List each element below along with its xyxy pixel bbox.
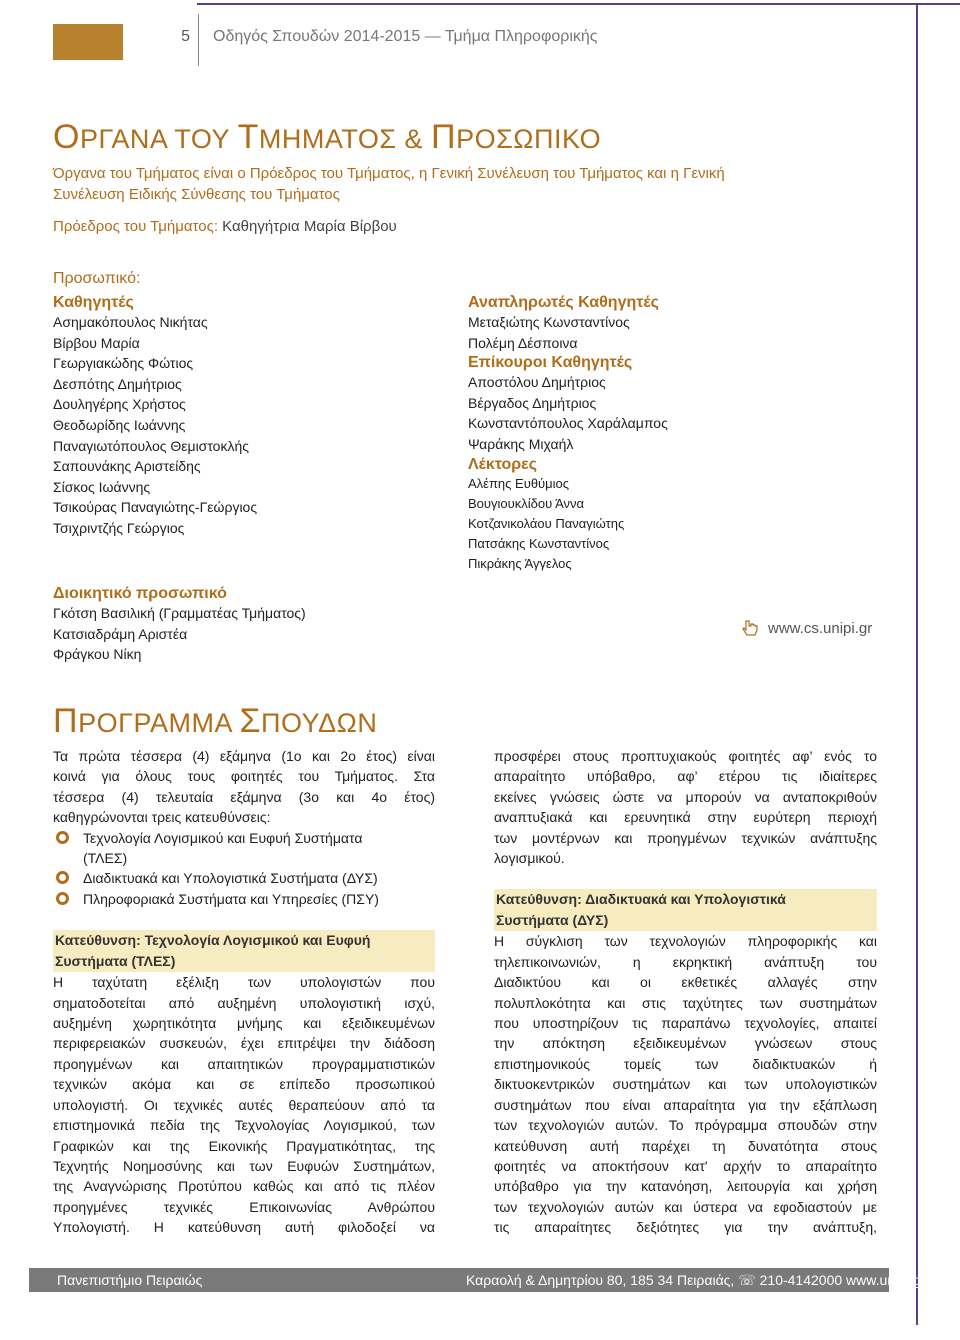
text-line: τις απαραίτητες δεξιότητες για την ανάπτυξη, [494, 1219, 877, 1236]
text-line: κατεύθυνση αυτή παρέχει τη δυνατότητα στους [494, 1137, 877, 1154]
section-title-organs: ΟΡΓΑΝΑ ΤΟΥ ΤΜΗΜΑΤΟΣ & ΠΡΟΣΩΠΙΚΟ [53, 118, 602, 156]
intro-paragraph [53, 746, 435, 807]
text-line: προηγμένες τεχνικές Επικοινωνίας Ανθρώπου [53, 1198, 435, 1215]
footer-address: Καραολή & Δημητρίου 80, 185 34 Πειραιάς, [466, 1272, 735, 1288]
text-line: συστημάτων που είναι απαραίτητα για την εξάπλωση [494, 1096, 877, 1113]
text-line: υπολογιστή. Οι τεχνικές αυτές θεραπεύουν από τα [53, 1096, 435, 1113]
organs-line-2: Συνέλευση Ειδικής Σύνθεσης του Τμήματος [53, 186, 340, 203]
text-line: επιστημονικά πεδία της Τεχνολογίας Λογισμικού, των [53, 1117, 435, 1134]
admin-staff-name: Γκότση Βασιλική (Γραμματέας Τμήματος) [53, 605, 306, 621]
phone-icon: ☏ [738, 1272, 756, 1288]
assistant-professor-name: Ψαράκης Μιχαήλ [468, 435, 574, 452]
track-item-2 [53, 868, 435, 888]
associate-professor-name: Μεταξιώτης Κωνσταντίνος [468, 314, 630, 330]
text-line: των τεχνολογιών αυτών. Το πρόγραμμα σπουδών στην [494, 1117, 877, 1134]
tles-paragraph [53, 972, 435, 1237]
tles-heading-line-2: Συστήματα (ΤΛΕΣ) [55, 953, 176, 970]
page-frame-right [916, 3, 918, 1325]
professor-name: Τσιχριντζής Γεώργιος [53, 519, 185, 536]
text-line: σηματοδοτείται από αυξημένη υπολογιστική ισχύ, [53, 994, 435, 1011]
associate-list [468, 312, 888, 353]
text-line: των μοντέρνων και προηγμένων τεχνικών ανάπτυξης [494, 829, 877, 846]
admin-title: Διοικητικό προσωπικό [53, 585, 227, 602]
text-line: Η σύγκλιση των τεχνολογιών πληροφορικής και [494, 933, 877, 950]
professor-name: Σίσκος Ιωάννης [53, 478, 151, 495]
professor-name: Ασημακόπουλος Νικήτας [53, 314, 208, 330]
president-name: Καθηγήτρια Μαρία Βίρβου [222, 218, 397, 235]
header-title: Οδηγός Σπουδών 2014-2015 — Τμήμα Πληροφορικής [213, 28, 598, 45]
text-line: αναπτυξιακά και ερευνητικά στην ευρύτερη περιοχή [494, 809, 877, 826]
text-line: που υποστηρίζουν τις παραπάνω τεχνολογίες, απαιτεί [494, 1015, 877, 1032]
text-line: πολυπλοκότητα και στις ταχύτητες των συστημάτων [494, 994, 877, 1011]
text-line: περιφερειακών συσκευών, έχει επιτρέψει την διάδοση [53, 1035, 435, 1052]
professor-name: Βίρβου Μαρία [53, 334, 140, 351]
organs-line-1: Όργανα του Τμήματος είναι ο Πρόεδρος του Τμήματος, η Γενική Συνέλευση του Τμήματος και η Γενική [53, 165, 725, 182]
text-line: αυξημένη χωρητικότητα μνήμης και εξειδικευμένων [53, 1015, 435, 1032]
footer-contact [466, 1272, 925, 1289]
admin-block [53, 585, 433, 665]
text-line: Διαδικτύου και οι εκθετικές αλλαγές στην [494, 974, 877, 991]
lecturer-name: Πατσάκης Κωνσταντίνος [468, 535, 610, 551]
admin-staff-name: Φράγκου Νίκη [53, 646, 142, 663]
text-line: των τεχνολογιών αυτών και ύστερα να εφοδιαστούν με [494, 1198, 877, 1215]
professors-title: Καθηγητές [53, 294, 134, 311]
professor-name: Γεωργιακώδης Φώτιος [53, 355, 194, 372]
organs-paragraph [53, 163, 879, 205]
text-line: επιστημονικούς τομείς των διαδικτυακών ή [494, 1055, 877, 1072]
program-right-column [494, 746, 877, 1238]
text-line: τηλεπικοινωνιών, η εκρηκτική ανάπτυξη του [494, 953, 877, 970]
lecturer-name: Κοτζανικολάου Παναγιώτης [468, 515, 625, 531]
text-line: φοιτητές να αποκτήσουν κατ' αρχήν το απαραίτητο [494, 1157, 877, 1174]
track-item-3 [53, 889, 435, 909]
text-line: προσφέρει στους προπτυχιακούς φοιτητές αφ’ ενός το [494, 748, 877, 764]
lecturers-list [468, 474, 888, 574]
footer-university: Πανεπιστήμιο Πειραιώς [57, 1272, 203, 1288]
text-line: της Αναγνώρισης Προτύπου καθώς και από τις πλέον [53, 1178, 435, 1195]
text-line: προηγμένων και απαιτητικών προγραμματιστικών [53, 1055, 435, 1072]
professor-name: Παναγιωτόπουλος Θεμιστοκλής [53, 437, 249, 454]
dys-paragraph [494, 931, 877, 1237]
website-text[interactable]: www.cs.unipi.gr [768, 619, 873, 637]
text-line: τεχνικών ακόμα και σε επίπεδο προσωπικού [53, 1076, 435, 1093]
track-label-2: Διαδικτυακά και Υπολογιστικά Συστήματα (ΔΥΣ) [83, 870, 378, 887]
text-line: τέσσερα (4) τελευταία εξάμηνα (3ο και 4ο έτος) [53, 788, 435, 805]
assistant-professor-name: Αποστόλου Δημήτριος [468, 374, 606, 391]
footer-url[interactable]: www.unipi.gr [846, 1272, 926, 1288]
website-link[interactable] [742, 618, 872, 638]
assistant-title: Επίκουροι Καθηγητές [468, 354, 633, 372]
tles-heading [53, 930, 435, 972]
professors-list [53, 312, 433, 539]
track-label-3: Πληροφοριακά Συστήματα και Υπηρεσίες (ΠΣΥ) [83, 890, 379, 907]
right-paragraph [494, 746, 877, 848]
admin-staff-name: Κατσιαδράμη Αριστέα [53, 625, 188, 642]
ring-bullet-icon [56, 871, 69, 884]
track-label-1-cont: (ΤΛΕΣ) [83, 850, 128, 867]
text-line: απαραίτητο υπόβαθρο, αφ’ ετέρου τις ιδιαίτερες [494, 768, 877, 785]
dys-heading-line-1: Κατεύθυνση: Διαδικτυακά και Υπολογιστικά [496, 891, 786, 908]
assistant-professor-name: Βέργαδος Δημήτριος [468, 394, 597, 411]
text-line: υπόβαθρο για την κατανόηση, λειτουργία και χρήση [494, 1178, 877, 1195]
lecturer-name: Βουγιουκλίδου Άννα [468, 495, 585, 511]
text-line: Τα πρώτα τέσσερα (4) εξάμηνα (1ο και 2ο έτος) είναι [53, 748, 435, 764]
text-line: Η ταχύτατη εξέλιξη των υπολογιστών που [53, 974, 435, 991]
assistant-list [468, 372, 888, 454]
track-item-1 [53, 828, 435, 848]
staff-label: Προσωπικό: [53, 270, 141, 287]
professor-name: Δουληγέρης Χρήστος [53, 396, 186, 413]
admin-list [53, 603, 433, 665]
header-color-block [53, 24, 123, 60]
ring-bullet-icon [56, 892, 69, 905]
professor-name: Τσικούρας Παναγιώτης-Γεώργιος [53, 499, 258, 516]
associate-block [468, 294, 888, 574]
lecturer-name: Πικράκης Άγγελος [468, 555, 572, 571]
lecturer-name: Αλέπης Ευθύμιος [468, 475, 570, 491]
professor-name: Σαπουνάκης Αριστείδης [53, 458, 201, 475]
program-left-column [53, 746, 435, 1238]
dys-heading [494, 889, 877, 931]
header-divider [198, 14, 199, 66]
associate-professor-name: Πολέμη Δέσποινα [468, 334, 578, 351]
tles-heading-line-1: Κατεύθυνση: Τεχνολογία Λογισμικού και Ευφυή [55, 932, 371, 949]
text-line: Γραφικών και της Εικονικής Πραγματικότητας, της [53, 1137, 435, 1154]
text-line: Τεχνητής Νοημοσύνης και των Ευφυών Συστημάτων, [53, 1157, 435, 1174]
professor-name: Θεοδωρίδης Ιωάννης [53, 416, 186, 433]
text-line: δικτυοκεντρικών συστημάτων και των υπολογιστικών [494, 1076, 877, 1093]
text-line: κοινά για όλους τους φοιτητές του Τμήματος. Στα [53, 768, 435, 785]
page-number: 5 [181, 28, 190, 45]
footer-phone: 210-4142000 [759, 1272, 843, 1288]
lecturers-title: Λέκτορες [468, 455, 538, 473]
ring-bullet-icon [56, 831, 69, 844]
section-title-program: ΠΡΟΓΡΑΜΜΑ ΣΠΟΥΔΩΝ [53, 702, 378, 740]
associate-title: Αναπληρωτές Καθηγητές [468, 294, 659, 311]
track-label-1: Τεχνολογία Λογισμικού και Ευφυή Συστήματα [83, 829, 363, 846]
text-line: την απόκτηση εξειδικευμένων γνώσεων στους [494, 1035, 877, 1052]
hand-pointer-icon [742, 618, 764, 638]
professors-block [53, 294, 433, 539]
dys-heading-line-2: Συστήματα (ΔΥΣ) [496, 912, 609, 929]
professor-name: Δεσπότης Δημήτριος [53, 375, 182, 392]
text-line: εκείνες γνώσεις ώστε να μπορούν να ανταποκριθούν [494, 788, 877, 805]
page-frame-corner [918, 3, 960, 5]
page-frame-top [197, 3, 916, 5]
right-last-line: λογισμικού. [494, 850, 565, 867]
text-line: Υπολογιστή. Η κατεύθυνση αυτή φιλοδοξεί να [53, 1219, 435, 1236]
president-line [53, 218, 397, 235]
assistant-professor-name: Κωνσταντόπουλος Χαράλαμπος [468, 415, 668, 432]
president-label: Πρόεδρος του Τμήματος: [53, 218, 218, 235]
intro-last-line: καθηγρώνονται τρεις κατευθύνσεις: [53, 809, 271, 826]
